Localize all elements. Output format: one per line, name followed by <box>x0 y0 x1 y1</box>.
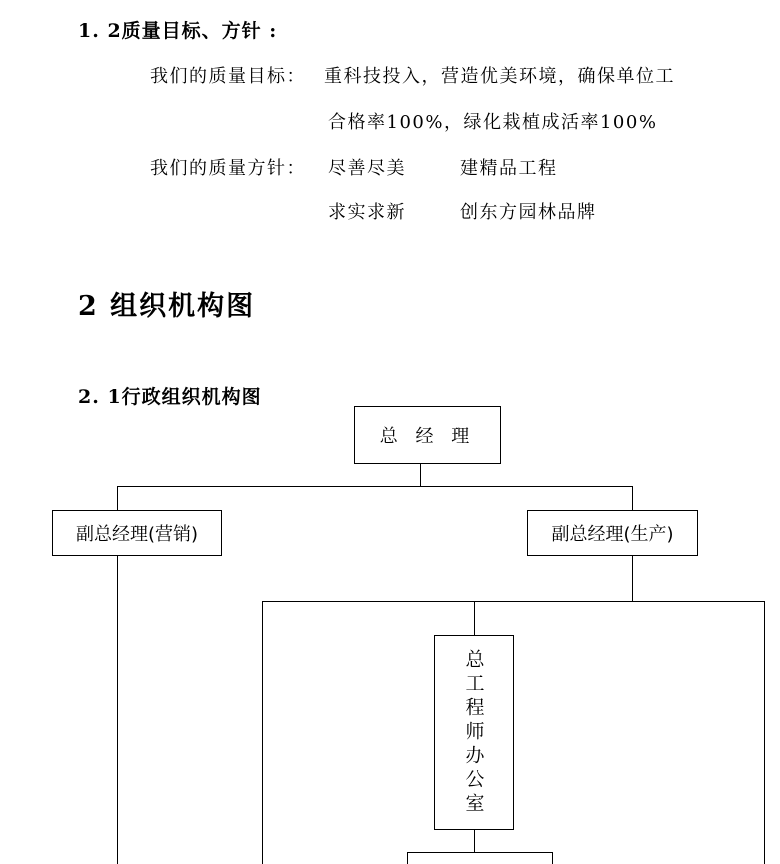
quality-policy-a2: 建精品工程 <box>460 158 558 179</box>
quality-goal-label: 我们的质量目标： <box>150 66 306 87</box>
general-manager-label: 总 经 理 <box>379 426 476 447</box>
chief-engineer-office-label: 总工程师办公室 <box>462 648 485 817</box>
general-manager-box <box>354 406 501 464</box>
connector-to-vp-production <box>632 486 633 510</box>
chief-engineer-office-box <box>434 635 514 830</box>
connector-vp-marketing-down <box>117 556 118 864</box>
quality-policy-a1: 尽善尽美 <box>328 158 406 179</box>
quality-policy-b1: 求实求新 <box>328 202 406 223</box>
connector-vp-production-down <box>632 556 633 601</box>
org-heading: 2 组织机构图 <box>78 291 256 322</box>
quality-policy-b2: 创东方园林品牌 <box>460 202 597 223</box>
quality-policy-label: 我们的质量方针： <box>150 158 306 179</box>
production-frame-right <box>764 601 765 864</box>
lower-box-right <box>552 852 553 864</box>
quality-heading: 1. 2质量目标、方针 : <box>78 20 278 42</box>
connector-chief-engineer-down <box>474 830 475 852</box>
vp-production-label: 副总经理(生产) <box>551 524 674 545</box>
connector-gm-branch <box>117 486 633 487</box>
lower-box-top <box>407 852 553 853</box>
quality-goal-line2: 合格率100%，绿化栽植成活率100% <box>328 112 658 133</box>
connector-to-chief-engineer <box>474 601 475 635</box>
connector-to-vp-marketing <box>117 486 118 510</box>
production-frame-top <box>262 601 764 602</box>
vp-marketing-label: 副总经理(营销) <box>75 524 199 545</box>
production-frame-left <box>262 601 263 864</box>
quality-goal-line1: 重科技投入，营造优美环境，确保单位工 <box>324 66 675 87</box>
connector-gm-down <box>420 464 421 486</box>
vp-production-box <box>527 510 698 556</box>
vp-marketing-box <box>52 510 222 556</box>
lower-box-left <box>407 852 408 864</box>
org-subheading: 2. 1行政组织机构图 <box>78 386 262 408</box>
